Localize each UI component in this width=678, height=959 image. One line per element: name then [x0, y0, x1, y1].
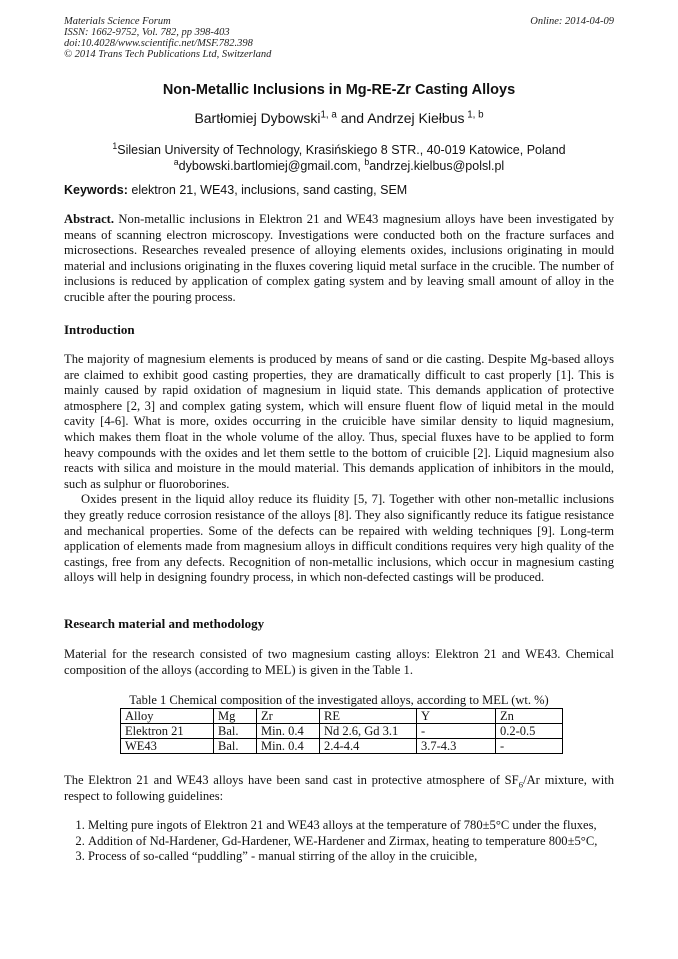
affiliation-text: Silesian University of Technology, Krasińskiego 8 STR., 40-019 Katowice, Poland: [117, 143, 566, 157]
subscript: 6: [518, 779, 524, 790]
affiliation-mark: 1: [112, 140, 118, 151]
author-conjunction: and: [336, 110, 368, 126]
abstract-label: Abstract.: [64, 212, 115, 226]
table-cell: 0.2-0.5: [496, 724, 563, 739]
table-cell: Nd 2.6, Gd 3.1: [320, 724, 417, 739]
table-cell: 2.4-4.4: [320, 739, 417, 754]
email-line: [0, 158, 678, 174]
list-item: 2. Addition of Nd-Hardener, Gd-Hardener, WE-Hardener and Zirmax, heating to temperature 800±5°C,: [88, 834, 638, 850]
table-header-cell: Alloy: [121, 709, 214, 724]
table-header-cell: Zn: [496, 709, 563, 724]
table-cell: Min. 0.4: [257, 739, 320, 754]
paragraph: [64, 773, 614, 804]
section-heading-introduction: Introduction: [64, 322, 135, 337]
list-item: 3. Process of so-called “puddling” - manual stirring of the alloy in the cruicible,: [88, 849, 638, 865]
paragraph: Material for the research consisted of two magnesium casting alloys: Elektron 21 and WE43. Chemical composition of the alloys (according to MEL) is given in the Table 1.: [64, 647, 614, 677]
email-mark: a: [173, 156, 179, 167]
table-header-cell: RE: [320, 709, 417, 724]
author-line: [0, 110, 678, 126]
author-name: Bartłomiej Dybowski: [194, 110, 321, 126]
author-affiliation-mark: 1, b: [464, 109, 484, 121]
introduction-body: [64, 352, 614, 586]
abstract: [64, 212, 614, 306]
composition-table: [120, 708, 563, 754]
email-mark: b: [364, 156, 370, 167]
keywords-label: Keywords:: [64, 183, 128, 197]
table-header-row: [121, 709, 563, 724]
journal-copyright: © 2014 Trans Tech Publications Ltd, Switzerland: [64, 49, 272, 60]
table-caption: Table 1 Chemical composition of the investigated alloys, according to MEL (wt. %): [129, 693, 549, 707]
table-header-cell: Zr: [257, 709, 320, 724]
paper-title: Non-Metallic Inclusions in Mg-RE-Zr Casting Alloys: [162, 82, 516, 98]
affiliation-block: [0, 142, 678, 174]
table-row: [121, 739, 563, 754]
keywords-text: elektron 21, WE43, inclusions, sand casting, SEM: [127, 183, 408, 197]
affiliation-line: [0, 142, 678, 158]
journal-issn: ISSN: 1662-9752, Vol. 782, pp 398-403: [64, 27, 230, 38]
journal-doi: doi:10.4028/www.scientific.net/MSF.782.398: [64, 38, 253, 49]
table-cell: WE43: [121, 739, 214, 754]
table-row: [121, 724, 563, 739]
table-cell: Bal.: [214, 724, 257, 739]
author-affiliation-mark: 1, a: [320, 109, 337, 121]
table-cell: -: [417, 724, 496, 739]
author-name: Andrzej Kiełbus: [367, 110, 465, 126]
abstract-text: Non-metallic inclusions in Elektron 21 and WE43 magnesium alloys have been investigated by means of scanning electron microscopy. Investigations were conducted both on the fracture surfaces and microsections. Researches revealed presence of alloying elements oxides, inclusions originating in mould material and inclusions originating in the fluxes covering liquid metal surface in the crucible. The number of inclusions is reduced by application of complex gating system and by leaving small amount of alloy in the crucible after the pouring process.: [64, 212, 614, 304]
table-cell: -: [496, 739, 563, 754]
table-cell: Elektron 21: [121, 724, 214, 739]
table-cell: Min. 0.4: [257, 724, 320, 739]
paragraph-text: The Elektron 21 and WE43 alloys have been sand cast in protective atmosphere of SF: [64, 773, 519, 787]
online-date: Online: 2014-04-09: [530, 16, 614, 27]
paragraph: The majority of magnesium elements is produced by means of sand or die casting. Despite Mg-based alloys are claimed to exhibit good casting properties, they are dramatically difficult to cast properly [1]. This is mainly caused by rapid oxidation of magnesium in liquid state. This demands application of protective atmosphere [2, 3] and complex gating system, which will ensure fluent flow of liquid metal in the mould cavity [4-6]. What is more, oxides occurring in the cruicible have similar density to liquid magnesium, which makes them float in the whole volume of the alloy. Thus, special fluxes have to be applied to form heavy compounds with the oxides and let them settle to the bottom of cruicible [2]. Liquid magnesium also reacts with silica and moisture in the mould material. This demands application of inhibitors in the mould, such as sulphur or fluoroborines.: [64, 352, 614, 491]
journal-header: [64, 16, 271, 60]
journal-name: Materials Science Forum: [64, 16, 171, 27]
table-header-cell: Y: [417, 709, 496, 724]
table-header-cell: Mg: [214, 709, 257, 724]
table-cell: Bal.: [214, 739, 257, 754]
list-item: 1. Melting pure ingots of Elektron 21 and WE43 alloys at the temperature of 780±5°C under the fluxes,: [88, 818, 638, 834]
email-link[interactable]: andrzej.kielbus@polsl.pl: [369, 159, 505, 173]
paragraph: Oxides present in the liquid alloy reduce its fluidity [5, 7]. Together with other non-metallic inclusions they greatly reduce corrosion resistance of the alloys [8]. They also significantly reduce its fatigue resistance and mechanical properties. Some of the defects can be repaired with welding techniques [9]. Long-term application of elements made from magnesium alloys in difficult conditions requires very high quality of the castings, free from any defects. Recognition of non-metallic inclusions, which occur in magnesium casting alloys will help in designing foundry process, in which non-defected castings will be produced.: [64, 492, 614, 585]
procedure-list: [64, 818, 638, 865]
table-cell: 3.7-4.3: [417, 739, 496, 754]
paragraph-text: /Ar mixture, with respect to following guidelines:: [64, 773, 615, 803]
email-link[interactable]: dybowski.bartlomiej@gmail.com,: [178, 159, 365, 173]
section-heading-research: Research material and methodology: [64, 616, 265, 631]
keywords: [64, 183, 616, 197]
